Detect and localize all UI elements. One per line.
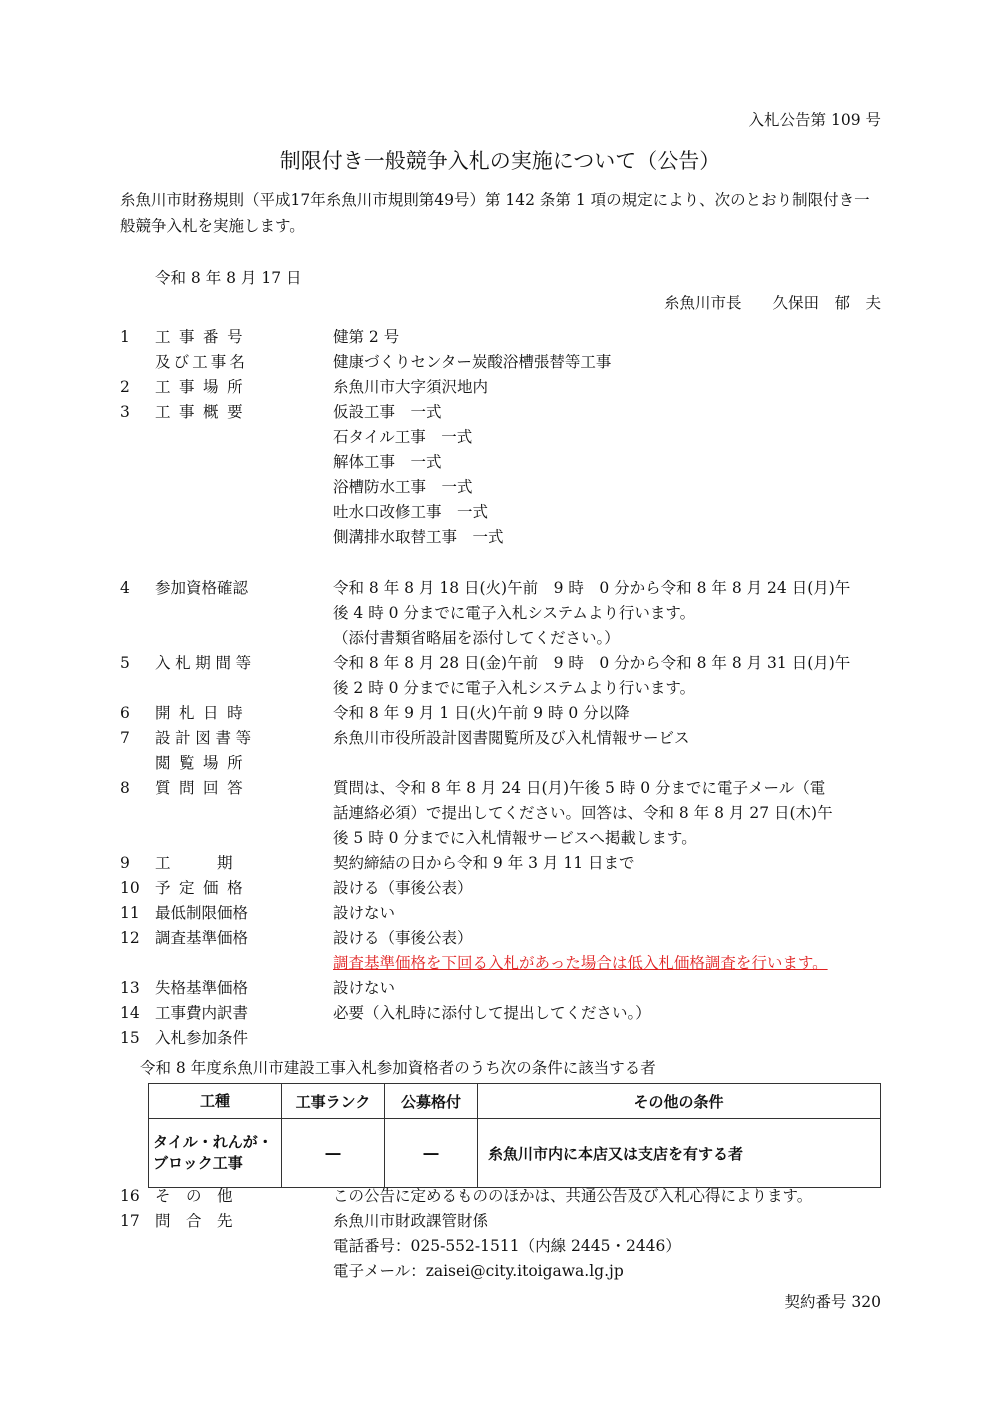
notice-items-after — [120, 1184, 900, 1284]
page-title: 制限付き一般競争入札の実施について（公告） — [279, 149, 721, 173]
item-label: 工事番号 — [155, 328, 252, 346]
item-row — [120, 826, 900, 851]
item-number: 4 — [120, 579, 130, 597]
item-row — [120, 475, 900, 500]
item-row — [120, 951, 900, 976]
notice-items — [120, 325, 900, 1051]
item-value: 令和 8 年 9 月 1 日(火)午前 9 時 0 分以降 — [333, 704, 630, 722]
table-cell: ― — [282, 1119, 385, 1188]
item-row — [120, 1234, 900, 1259]
item-value: （添付書類省略届を添付してください。） — [333, 629, 620, 647]
item-row — [120, 576, 900, 601]
item-value: 設けない — [333, 904, 396, 922]
item-number: 15 — [120, 1029, 140, 1047]
low-bid-warning: 調査基準価格を下回る入札があった場合は低入札価格調査を行います。 — [333, 954, 828, 972]
item-number: 12 — [120, 929, 140, 947]
item-label: 工事概要 — [155, 403, 252, 421]
item-number: 6 — [120, 704, 130, 722]
item-number: 10 — [120, 879, 140, 897]
item-row — [120, 1259, 900, 1284]
mayor-signature: 糸魚川市長 久保田 郁 夫 — [663, 294, 881, 312]
item-value: 質問は、令和 8 年 8 月 24 日(月)午後 5 時 0 分までに電子メール（電 — [333, 779, 826, 797]
item-row — [120, 926, 900, 951]
item-value: この公告に定めるもののほかは、共通公告及び入札心得によります。 — [333, 1187, 813, 1205]
item-row — [120, 676, 900, 701]
item-label: 参加資格確認 — [155, 579, 249, 597]
item-label: 質問回答 — [155, 779, 252, 797]
item-number: 11 — [120, 904, 140, 922]
item-row — [120, 1026, 900, 1051]
item-value: 設けない — [333, 979, 396, 997]
item-label: 失格基準価格 — [155, 979, 249, 997]
item-label: 設計図書等 — [155, 729, 256, 747]
item-value: 設ける（事後公表） — [333, 879, 473, 897]
item-label: 入札参加条件 — [155, 1029, 249, 1047]
table-cell: 糸魚川市内に本店又は支店を有する者 — [478, 1119, 881, 1188]
item-label: 入札期間等 — [155, 654, 256, 672]
item-value: 後 4 時 0 分までに電子入札システムより行います。 — [333, 604, 696, 622]
table-header: 工種 — [149, 1084, 282, 1119]
intro-paragraph: 糸魚川市財務規則（平成17年糸魚川市規則第49号）第 142 条第 1 項の規定により、次のとおり制限付き一般競争入札を実施します。 — [120, 191, 870, 235]
item-label: 閲覧場所 — [155, 754, 252, 772]
item-value: 必要（入札時に添付して提出してください。） — [333, 1004, 651, 1022]
item-value: 側溝排水取替工事 一式 — [333, 528, 504, 546]
item-label: 最低制限価格 — [155, 904, 249, 922]
item-label: 及び工事名 — [155, 353, 249, 371]
conditions-intro: 令和 8 年度糸魚川市建設工事入札参加資格者のうち次の条件に該当する者 — [140, 1059, 656, 1077]
item-row — [120, 425, 900, 450]
table-cell: タイル・れんが・ブロック工事 — [149, 1119, 282, 1188]
item-value: 設ける（事後公表） — [333, 929, 473, 947]
item-row — [120, 450, 900, 475]
item-number: 8 — [120, 779, 130, 797]
contract-number: 契約番号 320 — [784, 1293, 881, 1311]
item-number: 16 — [120, 1187, 140, 1205]
item-row — [120, 500, 900, 525]
item-number: 9 — [120, 854, 130, 872]
table-header: 公募格付 — [385, 1084, 478, 1119]
notice-number: 入札公告第 109 号 — [748, 111, 881, 129]
table-header-row — [149, 1084, 881, 1119]
item-label: 開札日時 — [155, 704, 252, 722]
item-row — [120, 801, 900, 826]
item-row — [120, 751, 900, 776]
item-number: 3 — [120, 403, 130, 421]
table-row — [149, 1119, 881, 1188]
item-row — [120, 901, 900, 926]
phone-number: 電話番号：025-552-1511（内線 2445・2446） — [333, 1237, 681, 1255]
item-row — [120, 726, 900, 751]
item-value: 解体工事 一式 — [333, 453, 442, 471]
item-row — [120, 350, 900, 375]
item-value: 糸魚川市財政課管財係 — [333, 1212, 489, 1230]
item-value: 健康づくりセンター炭酸浴槽張替等工事 — [333, 353, 612, 371]
item-value: 令和 8 年 8 月 28 日(金)午前 9 時 0 分から令和 8 年 8 月 31 日(月)午 — [333, 654, 851, 672]
item-row — [120, 651, 900, 676]
item-row — [120, 1184, 900, 1209]
item-label: 問 合 先 — [155, 1212, 233, 1230]
item-number: 1 — [120, 328, 130, 346]
item-row — [120, 375, 900, 400]
item-row — [120, 325, 900, 350]
item-value: 契約締結の日から令和 9 年 3 月 11 日まで — [333, 854, 635, 872]
item-number — [120, 350, 155, 375]
item-value: 糸魚川市役所設計図書閲覧所及び入札情報サービス — [333, 729, 690, 747]
item-value: 令和 8 年 8 月 18 日(火)午前 9 時 0 分から令和 8 年 8 月 24 日(月)午 — [333, 579, 851, 597]
table-header: その他の条件 — [478, 1084, 881, 1119]
item-number: 13 — [120, 979, 140, 997]
email-address[interactable]: 電子メール：zaisei@city.itoigawa.lg.jp — [333, 1262, 624, 1280]
item-row — [120, 701, 900, 726]
item-value: 吐水口改修工事 一式 — [333, 503, 489, 521]
item-label: 工事費内訳書 — [155, 1004, 249, 1022]
item-row — [120, 1209, 900, 1234]
item-value — [333, 1026, 900, 1051]
notice-date: 令和 8 年 8 月 17 日 — [155, 269, 302, 287]
item-row — [120, 525, 900, 550]
table-header: 工事ランク — [282, 1084, 385, 1119]
item-value: 浴槽防水工事 一式 — [333, 478, 473, 496]
item-row — [120, 626, 900, 651]
qualification-table — [148, 1083, 881, 1188]
item-number: 5 — [120, 654, 130, 672]
item-label: 予定価格 — [155, 879, 252, 897]
table-cell: ― — [385, 1119, 478, 1188]
item-row — [120, 776, 900, 801]
item-value: 糸魚川市大字須沢地内 — [333, 378, 489, 396]
item-label: 調査基準価格 — [155, 929, 249, 947]
item-row — [120, 851, 900, 876]
item-number: 14 — [120, 1004, 140, 1022]
item-row — [120, 601, 900, 626]
item-label: 工事場所 — [155, 378, 252, 396]
item-value: 仮設工事 一式 — [333, 403, 442, 421]
item-value: 後 2 時 0 分までに電子入札システムより行います。 — [333, 679, 696, 697]
item-label: 工 期 — [155, 854, 233, 872]
item-number: 7 — [120, 729, 130, 747]
item-value: 話連絡必須）で提出してください。回答は、令和 8 年 8 月 27 日(木)午 — [333, 804, 833, 822]
item-row — [120, 876, 900, 901]
item-number: 2 — [120, 378, 130, 396]
item-row — [120, 1001, 900, 1026]
item-row — [120, 400, 900, 425]
item-value: 石タイル工事 一式 — [333, 428, 473, 446]
item-value: 健第 2 号 — [333, 328, 400, 346]
item-value: 後 5 時 0 分までに入札情報サービスへ掲載します。 — [333, 829, 697, 847]
item-number: 17 — [120, 1212, 140, 1230]
item-row — [120, 976, 900, 1001]
item-label: そ の 他 — [155, 1187, 233, 1205]
